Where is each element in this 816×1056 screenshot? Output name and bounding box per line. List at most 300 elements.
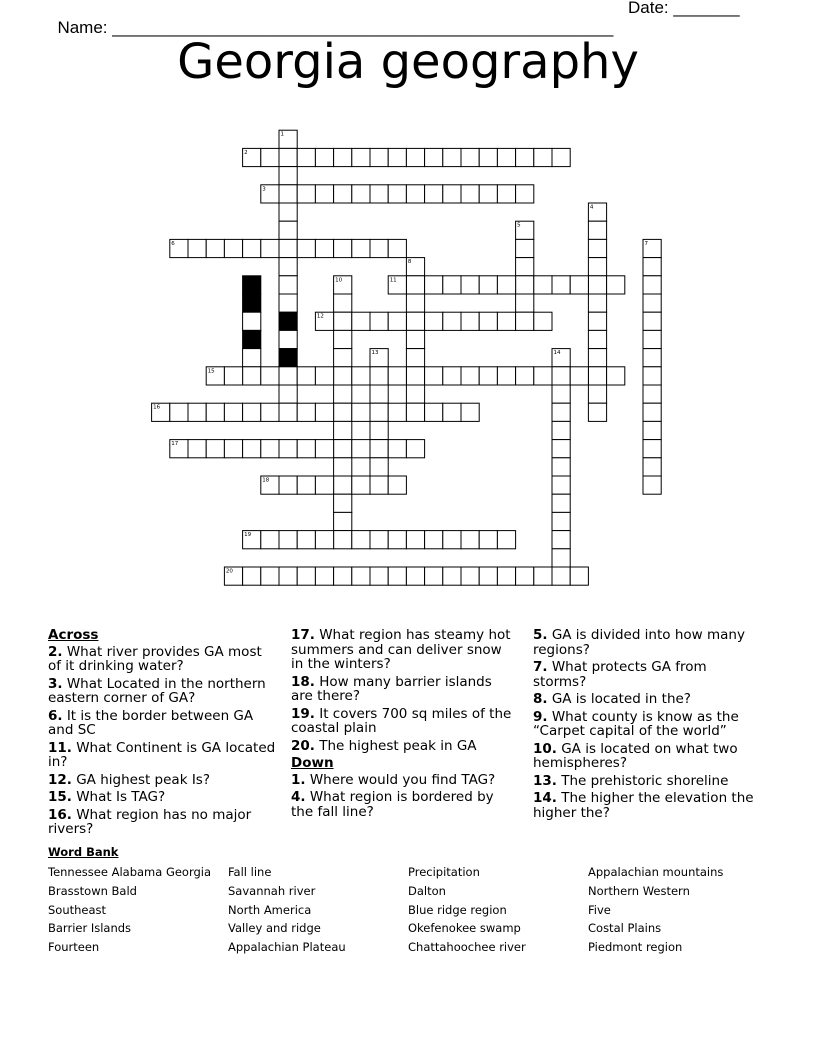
grid-cell[interactable]: [425, 403, 443, 421]
word-bank-entry: Appalachian Plateau: [228, 940, 346, 955]
grid-cell[interactable]: [370, 385, 388, 403]
grid-cell[interactable]: [279, 239, 297, 257]
grid-cell[interactable]: [315, 531, 333, 549]
grid-cell[interactable]: [406, 367, 424, 385]
grid-cell[interactable]: [552, 367, 570, 385]
grid-cell[interactable]: [443, 403, 461, 421]
clue-text: GA highest peak Is?: [71, 771, 210, 788]
clue-number: 7.: [533, 659, 548, 675]
grid-cell[interactable]: [334, 421, 352, 439]
grid-cell[interactable]: [443, 276, 461, 294]
grid-cell[interactable]: [425, 276, 443, 294]
grid-cell[interactable]: [588, 276, 606, 294]
word-bank-entry: Five: [588, 902, 611, 917]
grid-cell[interactable]: [297, 476, 315, 494]
grid-cell[interactable]: [334, 458, 352, 476]
grid-cell[interactable]: [516, 312, 534, 330]
clue-number: 12.: [48, 771, 72, 788]
grid-cell[interactable]: [406, 276, 424, 294]
grid-cell[interactable]: [261, 148, 279, 166]
grid-cell[interactable]: [534, 367, 552, 385]
grid-cell[interactable]: [388, 440, 406, 458]
grid-cell[interactable]: [334, 349, 352, 367]
grid-cell[interactable]: [534, 567, 552, 585]
grid-cell[interactable]: [261, 567, 279, 585]
grid-cell[interactable]: [479, 148, 497, 166]
grid-cell[interactable]: [243, 312, 261, 330]
grid-cell[interactable]: [352, 239, 370, 257]
grid-cell[interactable]: [224, 239, 242, 257]
grid-cell[interactable]: [279, 385, 297, 403]
grid-cell[interactable]: [279, 167, 297, 185]
grid-cell[interactable]: [588, 349, 606, 367]
grid-cell[interactable]: [425, 567, 443, 585]
grid-cell[interactable]: [552, 494, 570, 512]
grid-cell[interactable]: [279, 531, 297, 549]
word-bank-entry: Precipitation: [408, 865, 480, 879]
word-bank-entry: Dalton: [408, 883, 446, 898]
black-square: [279, 312, 297, 330]
grid-cell[interactable]: [370, 531, 388, 549]
grid-cell[interactable]: [534, 312, 552, 330]
word-bank-column-2: [228, 863, 346, 957]
grid-cell[interactable]: [279, 221, 297, 239]
grid-cell[interactable]: [552, 567, 570, 585]
clue-text: How many barrier islands are there?: [291, 673, 492, 704]
clue-text: The highest peak in GA: [314, 737, 477, 754]
clue-number-label: 10: [335, 277, 343, 284]
grid-cell[interactable]: [279, 185, 297, 203]
grid-cell[interactable]: [643, 458, 661, 476]
grid-cell[interactable]: [261, 440, 279, 458]
grid-cell[interactable]: [334, 531, 352, 549]
grid-cell[interactable]: [443, 185, 461, 203]
grid-cell[interactable]: [315, 440, 333, 458]
grid-cell[interactable]: [315, 185, 333, 203]
grid-cell[interactable]: [315, 403, 333, 421]
grid-cell[interactable]: [388, 367, 406, 385]
grid-cell[interactable]: [352, 367, 370, 385]
grid-cell[interactable]: [315, 148, 333, 166]
across-clue: [291, 675, 517, 704]
clue-text: It is the border between GA and SC: [48, 707, 254, 738]
clue-number-label: 2: [244, 149, 248, 156]
grid-cell[interactable]: [370, 476, 388, 494]
clue-number: 10.: [533, 740, 557, 757]
black-square: [243, 330, 261, 348]
grid-cell[interactable]: [406, 440, 424, 458]
black-square: [243, 294, 261, 312]
grid-cell[interactable]: [643, 440, 661, 458]
grid-cell[interactable]: [297, 239, 315, 257]
grid-cell[interactable]: [261, 239, 279, 257]
clue-text: GA is located on what two hemispheres?: [533, 740, 738, 771]
word-bank-entry: Okefenokee swamp: [408, 921, 521, 936]
grid-cell[interactable]: [334, 440, 352, 458]
grid-cell[interactable]: [425, 312, 443, 330]
word-bank-entry: North America: [228, 902, 312, 917]
word-bank-entry: Costal Plains: [588, 921, 662, 936]
clue-number: 13.: [533, 772, 557, 789]
grid-cell[interactable]: [352, 403, 370, 421]
grid-cell[interactable]: [516, 148, 534, 166]
grid-cell[interactable]: [406, 185, 424, 203]
grid-cell[interactable]: [279, 203, 297, 221]
grid-cell[interactable]: [406, 385, 424, 403]
grid-cell[interactable]: [297, 403, 315, 421]
grid-cell[interactable]: [425, 148, 443, 166]
clue-number-label: 19: [244, 532, 252, 539]
grid-cell[interactable]: [479, 185, 497, 203]
grid-cell[interactable]: [406, 531, 424, 549]
across-clue: [48, 790, 276, 805]
grid-cell[interactable]: [643, 294, 661, 312]
grid-cell[interactable]: [352, 440, 370, 458]
grid-cell[interactable]: [643, 385, 661, 403]
grid-cell[interactable]: [370, 567, 388, 585]
grid-cell[interactable]: [297, 440, 315, 458]
grid-cell[interactable]: [188, 403, 206, 421]
grid-cell[interactable]: [334, 476, 352, 494]
down-clues-part2: [533, 628, 759, 820]
clue-number: 14.: [533, 790, 557, 806]
across-clue: [291, 707, 517, 736]
grid-cell[interactable]: [552, 476, 570, 494]
clue-number-label: 4: [589, 204, 594, 211]
grid-cell[interactable]: [406, 312, 424, 330]
grid-cell[interactable]: [224, 403, 242, 421]
grid-cell[interactable]: [243, 367, 261, 385]
grid-cell[interactable]: [461, 403, 479, 421]
grid-cell[interactable]: [352, 476, 370, 494]
down-clue: [533, 742, 759, 771]
clue-number-label: 12: [316, 313, 324, 320]
clue-text: The prehistoric shoreline: [556, 772, 729, 789]
grid-cell[interactable]: [643, 421, 661, 439]
grid-cell[interactable]: [588, 239, 606, 257]
down-clue: [533, 628, 759, 657]
grid-cell[interactable]: [370, 421, 388, 439]
grid-cell[interactable]: [497, 531, 515, 549]
grid-cell[interactable]: [334, 367, 352, 385]
grid-cell[interactable]: [588, 294, 606, 312]
grid-cell[interactable]: [334, 567, 352, 585]
grid-cell[interactable]: [370, 403, 388, 421]
grid-cell[interactable]: [315, 567, 333, 585]
grid-cell[interactable]: [643, 367, 661, 385]
date-field[interactable]: Date: _______: [628, 0, 740, 17]
grid-cell[interactable]: [261, 531, 279, 549]
grid-cell[interactable]: [334, 403, 352, 421]
clue-number: 15.: [48, 789, 72, 805]
grid-cell[interactable]: [516, 185, 534, 203]
grid-cell[interactable]: [552, 440, 570, 458]
grid-cell[interactable]: [479, 276, 497, 294]
grid-cell[interactable]: [479, 531, 497, 549]
grid-cell[interactable]: [497, 312, 515, 330]
grid-cell[interactable]: [279, 440, 297, 458]
grid-cell[interactable]: [443, 312, 461, 330]
grid-cell[interactable]: [497, 148, 515, 166]
grid-cell[interactable]: [279, 567, 297, 585]
grid-cell[interactable]: [334, 185, 352, 203]
grid-cell[interactable]: [479, 367, 497, 385]
grid-cell[interactable]: [552, 385, 570, 403]
grid-cell[interactable]: [516, 567, 534, 585]
word-bank-entry: Tennessee Alabama Georgia: [48, 865, 212, 879]
clue-number-label: 15: [207, 368, 215, 375]
grid-cell[interactable]: [279, 276, 297, 294]
grid-cell[interactable]: [388, 403, 406, 421]
grid-cell[interactable]: [279, 330, 297, 348]
clue-text: What protects GA from storms?: [533, 659, 707, 690]
grid-cell[interactable]: [406, 567, 424, 585]
black-square: [279, 349, 297, 367]
grid-cell[interactable]: [388, 567, 406, 585]
clue-number-label: 8: [407, 259, 412, 266]
grid-cell[interactable]: [279, 403, 297, 421]
grid-cell[interactable]: [188, 440, 206, 458]
across-clue: [48, 741, 276, 770]
grid-cell[interactable]: [461, 531, 479, 549]
grid-cell[interactable]: [388, 185, 406, 203]
grid-cell[interactable]: [461, 148, 479, 166]
grid-cell[interactable]: [643, 276, 661, 294]
grid-cell[interactable]: [552, 421, 570, 439]
grid-cell[interactable]: [279, 258, 297, 276]
clue-text: Where would you find TAG?: [305, 771, 496, 788]
grid-cell[interactable]: [516, 294, 534, 312]
grid-cell[interactable]: [643, 258, 661, 276]
grid-cell[interactable]: [206, 239, 224, 257]
grid-cell[interactable]: [388, 239, 406, 257]
grid-cell[interactable]: [461, 312, 479, 330]
grid-cell[interactable]: [315, 476, 333, 494]
grid-cell[interactable]: [607, 276, 625, 294]
word-bank-column-1: [48, 863, 211, 957]
grid-cell[interactable]: [243, 440, 261, 458]
clues-column-3: [533, 628, 759, 823]
grid-cell[interactable]: [297, 367, 315, 385]
word-bank-entry: Blue ridge region: [408, 902, 507, 917]
grid-cell[interactable]: [170, 403, 188, 421]
grid-cell[interactable]: [643, 312, 661, 330]
grid-cell[interactable]: [425, 531, 443, 549]
grid-cell[interactable]: [497, 185, 515, 203]
word-bank-entry: Northern Western: [588, 883, 690, 898]
grid-cell[interactable]: [516, 276, 534, 294]
clue-number-label: 6: [171, 240, 175, 247]
grid-cell[interactable]: [370, 440, 388, 458]
clue-number: 1.: [291, 771, 306, 788]
grid-cell[interactable]: [352, 148, 370, 166]
grid-cell[interactable]: [497, 367, 515, 385]
grid-cell[interactable]: [570, 276, 588, 294]
down-clue: [291, 773, 517, 788]
across-heading: Across: [48, 627, 99, 643]
grid-cell[interactable]: [534, 276, 552, 294]
grid-cell[interactable]: [334, 239, 352, 257]
grid-cell[interactable]: [334, 494, 352, 512]
grid-cell[interactable]: [243, 567, 261, 585]
word-bank-entry: Appalachian mountains: [588, 865, 724, 879]
grid-cell[interactable]: [297, 567, 315, 585]
grid-cell[interactable]: [588, 385, 606, 403]
grid-cell[interactable]: [516, 239, 534, 257]
clue-number: 4.: [291, 789, 306, 805]
grid-cell[interactable]: [279, 148, 297, 166]
grid-cell[interactable]: [588, 221, 606, 239]
grid-cell[interactable]: [243, 349, 261, 367]
across-clues-part1: [48, 645, 276, 837]
grid-cell[interactable]: [516, 258, 534, 276]
clue-number-label: 7: [644, 240, 648, 247]
down-clue: [533, 710, 759, 739]
down-clue: [533, 791, 759, 820]
grid-cell[interactable]: [352, 531, 370, 549]
clue-text: What Is TAG?: [71, 789, 166, 805]
down-clues-part1: [291, 773, 517, 820]
grid-cell[interactable]: [370, 185, 388, 203]
clue-number: 16.: [48, 806, 72, 823]
grid-cell[interactable]: [206, 440, 224, 458]
clue-text: What region has no major rivers?: [48, 806, 252, 837]
down-clue: [291, 790, 517, 819]
clue-number-label: 3: [262, 186, 266, 193]
grid-cell[interactable]: [261, 367, 279, 385]
grid-cell[interactable]: [334, 385, 352, 403]
clue-text: GA is located in the?: [547, 691, 691, 707]
grid-cell[interactable]: [552, 458, 570, 476]
grid-cell[interactable]: [352, 185, 370, 203]
grid-cell[interactable]: [461, 276, 479, 294]
clue-number-label: 17: [171, 441, 179, 448]
grid-cell[interactable]: [388, 312, 406, 330]
word-bank-entry: Piedmont region: [588, 940, 683, 955]
grid-cell[interactable]: [552, 512, 570, 530]
grid-cell[interactable]: [607, 367, 625, 385]
word-bank-entry: Southeast: [48, 902, 107, 917]
grid-cell[interactable]: [406, 349, 424, 367]
grid-cell[interactable]: [588, 258, 606, 276]
word-bank-entry: Brasstown Bald: [48, 883, 137, 898]
grid-cell[interactable]: [206, 403, 224, 421]
grid-cell[interactable]: [643, 476, 661, 494]
grid-cell[interactable]: [334, 330, 352, 348]
grid-cell[interactable]: [406, 294, 424, 312]
grid-cell[interactable]: [279, 367, 297, 385]
grid-cell[interactable]: [552, 403, 570, 421]
grid-cell[interactable]: [425, 185, 443, 203]
grid-cell[interactable]: [588, 330, 606, 348]
grid-cell[interactable]: [516, 367, 534, 385]
grid-cell[interactable]: [334, 294, 352, 312]
grid-cell[interactable]: [643, 349, 661, 367]
grid-cell[interactable]: [552, 276, 570, 294]
grid-cell[interactable]: [388, 148, 406, 166]
grid-cell[interactable]: [570, 367, 588, 385]
grid-cell[interactable]: [588, 403, 606, 421]
grid-cell[interactable]: [443, 148, 461, 166]
grid-cell[interactable]: [443, 567, 461, 585]
grid-cell[interactable]: [588, 312, 606, 330]
grid-cell[interactable]: [443, 531, 461, 549]
grid-cell[interactable]: [425, 367, 443, 385]
grid-cell[interactable]: [643, 330, 661, 348]
word-bank-entry: Savannah river: [228, 883, 316, 898]
grid-cell[interactable]: [479, 312, 497, 330]
grid-cell[interactable]: [497, 276, 515, 294]
grid-cell[interactable]: [261, 403, 279, 421]
grid-cell[interactable]: [334, 312, 352, 330]
grid-cell[interactable]: [461, 185, 479, 203]
grid-cell[interactable]: [352, 567, 370, 585]
word-bank-entry: Valley and ridge: [228, 921, 321, 936]
grid-cell[interactable]: [352, 312, 370, 330]
grid-cell[interactable]: [388, 531, 406, 549]
grid-cell[interactable]: [370, 148, 388, 166]
grid-cell[interactable]: [497, 567, 515, 585]
clues-column-1: [48, 628, 276, 840]
clue-number-label: 11: [389, 277, 397, 284]
grid-cell[interactable]: [224, 440, 242, 458]
grid-cell[interactable]: [370, 367, 388, 385]
grid-cell[interactable]: [370, 458, 388, 476]
across-clue: [48, 773, 276, 788]
grid-cell[interactable]: [443, 367, 461, 385]
grid-cell[interactable]: [297, 531, 315, 549]
grid-cell[interactable]: [370, 239, 388, 257]
grid-cell[interactable]: [297, 148, 315, 166]
grid-cell[interactable]: [279, 294, 297, 312]
grid-cell[interactable]: [297, 185, 315, 203]
grid-cell[interactable]: [388, 476, 406, 494]
across-clues-part2: [291, 628, 517, 753]
grid-cell[interactable]: [188, 239, 206, 257]
grid-cell[interactable]: [406, 330, 424, 348]
grid-cell[interactable]: [224, 367, 242, 385]
grid-cell[interactable]: [588, 367, 606, 385]
clue-text: What Continent is GA located in?: [48, 739, 276, 770]
grid-cell[interactable]: [461, 567, 479, 585]
page-title: Georgia geography: [177, 34, 639, 90]
grid-cell[interactable]: [334, 148, 352, 166]
grid-cell[interactable]: [315, 239, 333, 257]
grid-cell[interactable]: [279, 476, 297, 494]
grid-cell[interactable]: [334, 512, 352, 530]
grid-cell[interactable]: [479, 567, 497, 585]
grid-cell[interactable]: [552, 549, 570, 567]
grid-cell[interactable]: [552, 148, 570, 166]
down-clue: [533, 660, 759, 689]
clue-number: 3.: [48, 675, 63, 692]
name-field[interactable]: Name: _____________________________________________________: [57, 18, 614, 37]
grid-cell[interactable]: [552, 531, 570, 549]
grid-cell[interactable]: [315, 367, 333, 385]
grid-cell[interactable]: [406, 403, 424, 421]
grid-cell[interactable]: [534, 148, 552, 166]
grid-cell[interactable]: [243, 239, 261, 257]
grid-cell[interactable]: [461, 367, 479, 385]
grid-cell[interactable]: [370, 312, 388, 330]
grid-cell[interactable]: [243, 403, 261, 421]
word-bank-heading: Word Bank: [48, 845, 119, 859]
clue-text: GA is divided into how many regions?: [533, 627, 745, 658]
grid-cell[interactable]: [643, 403, 661, 421]
grid-cell[interactable]: [406, 148, 424, 166]
clue-text: What county is know as the “Carpet capital of the world”: [533, 708, 739, 739]
grid-cell[interactable]: [570, 567, 588, 585]
